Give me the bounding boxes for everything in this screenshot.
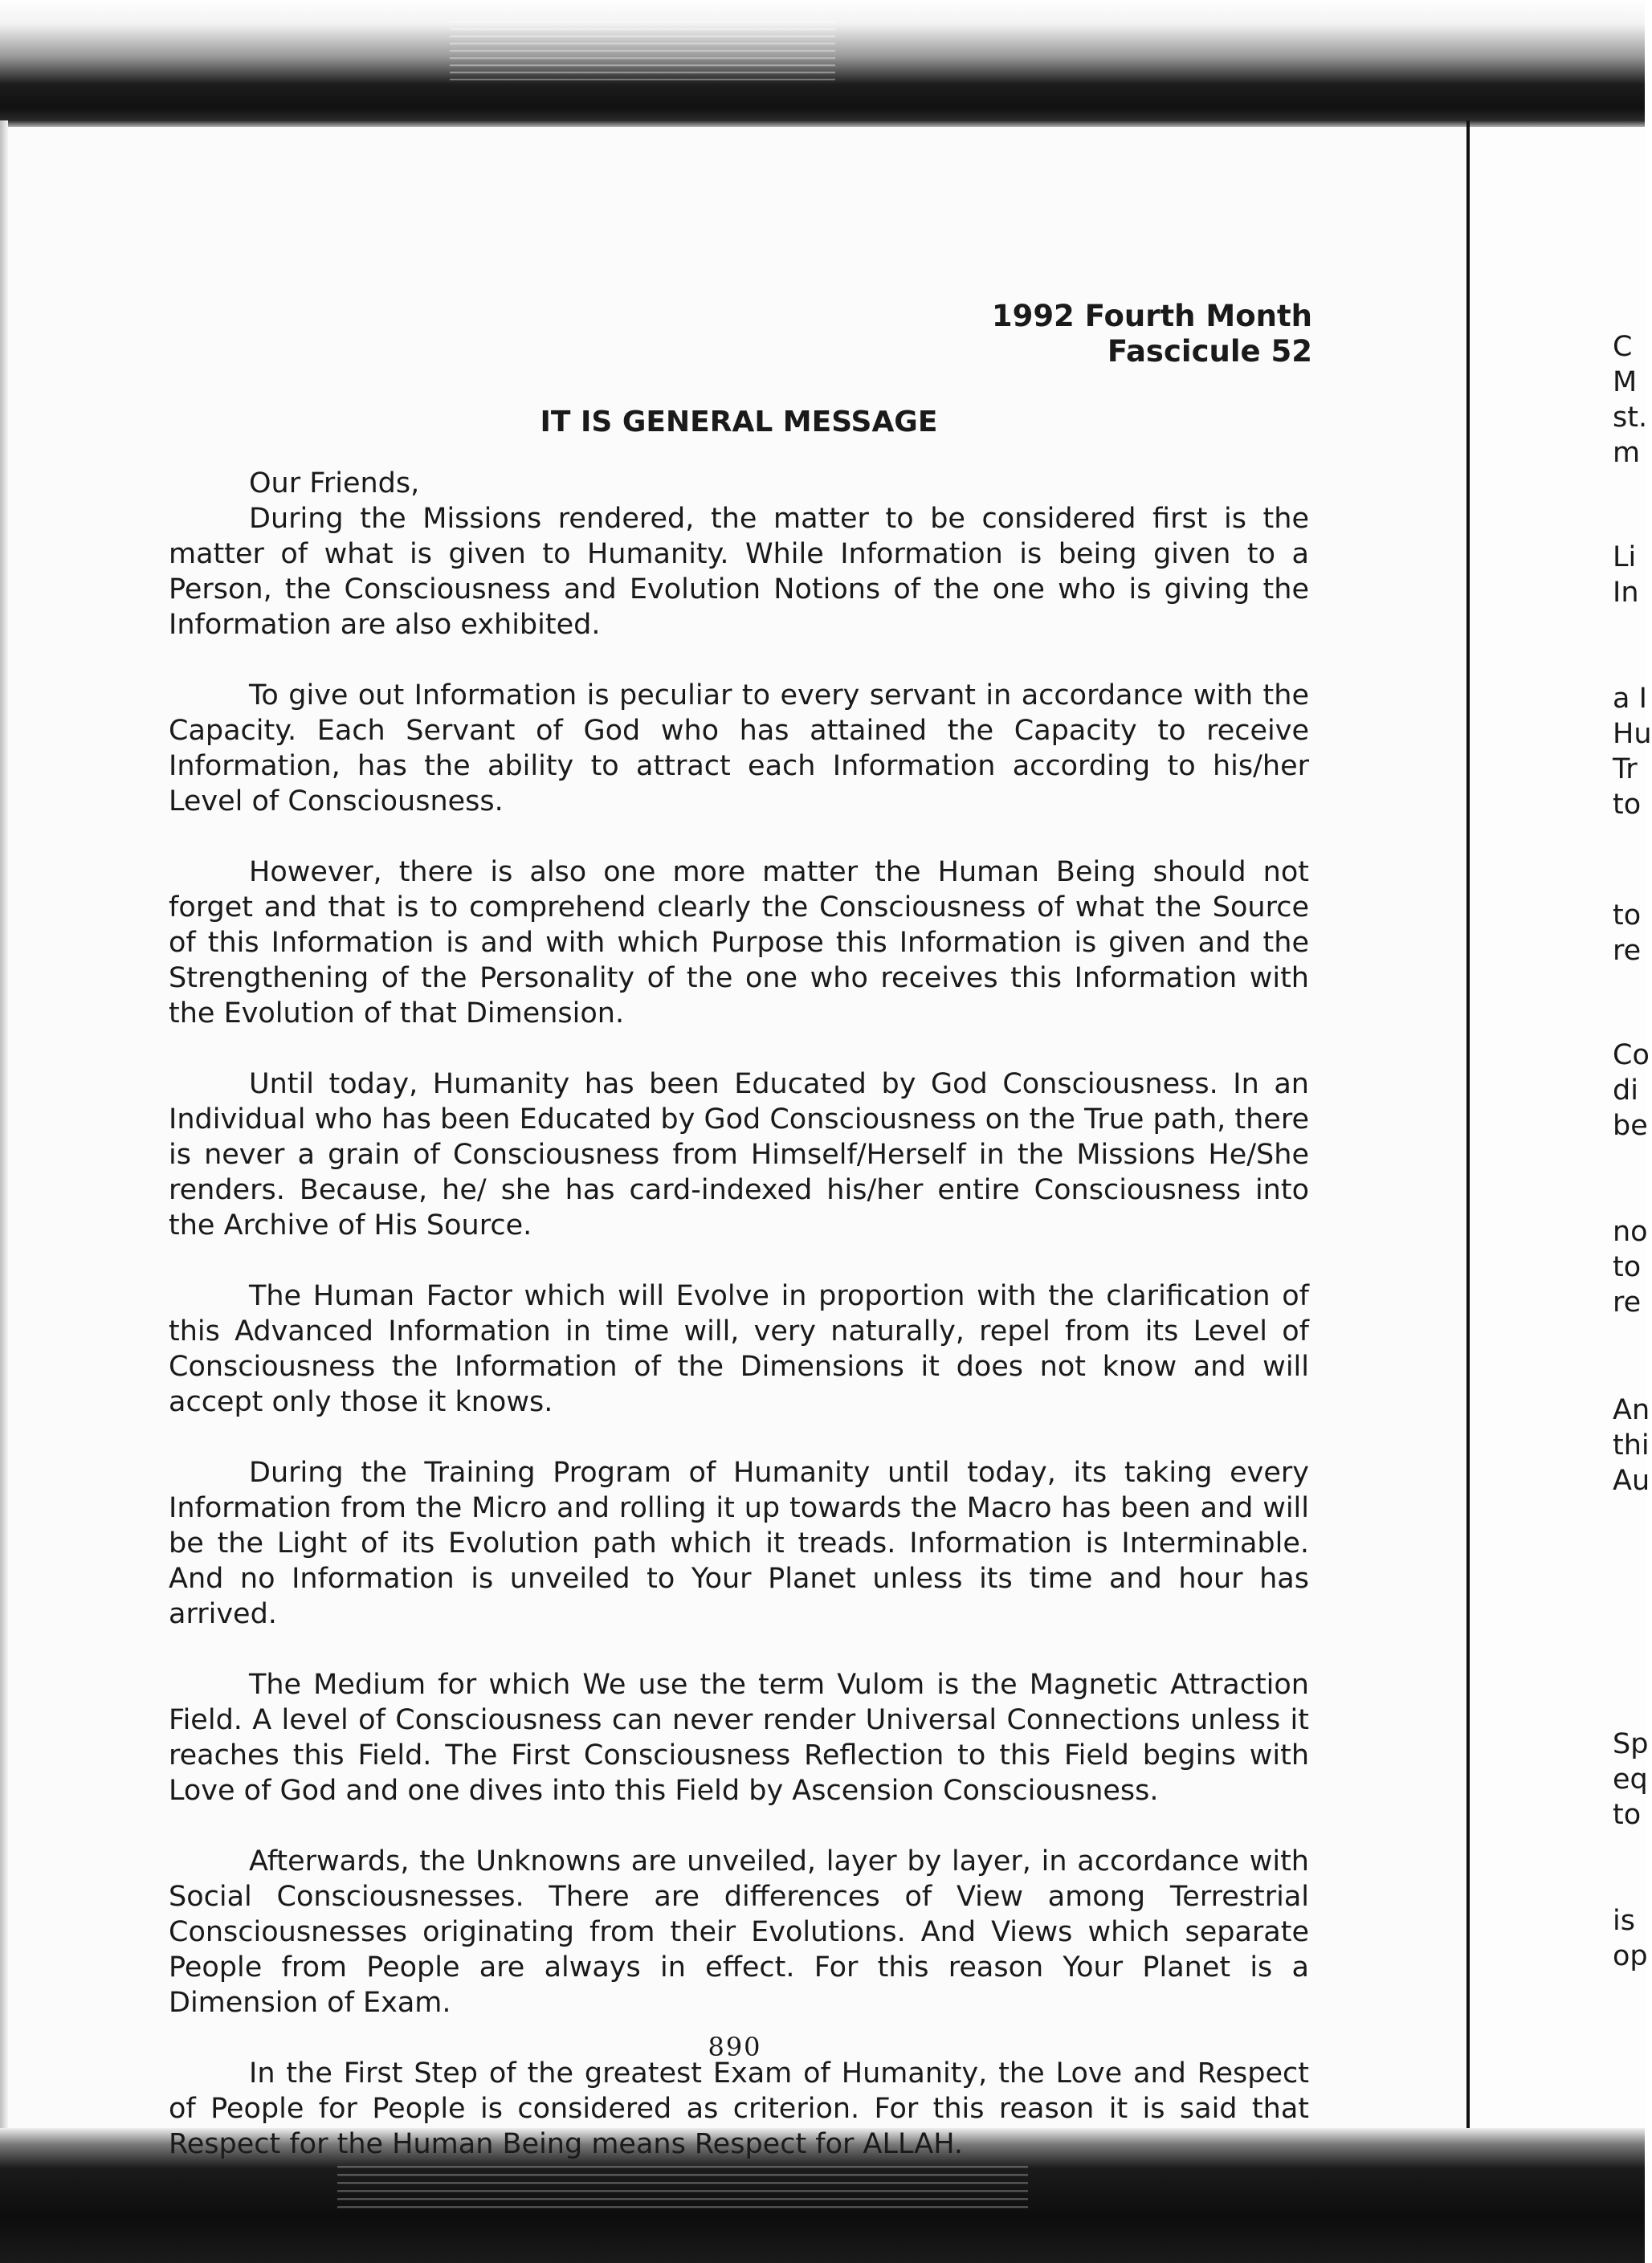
document-title: IT IS GENERAL MESSAGE — [540, 406, 938, 438]
facing-text-fragment: to — [1613, 789, 1642, 821]
facing-text-fragment: op — [1613, 1940, 1648, 1972]
facing-text-fragment: thi — [1613, 1429, 1650, 1462]
paragraph: Until today, Humanity has been Educated by God Consciousness. In an Individual who has been Educated by God Consciousness on the True path, there is never a grain of Consciousness from Himself/Herself in the Missions He/She renders. Because, he/ she has card-indexed his/her entire Consciousness into the Archive of His Source. — [169, 1068, 1309, 1242]
paragraph: The Human Factor which will Evolve in proportion with the clarification of this Advanced Information in time will, very naturally, repel from its Level of Consciousness the Information of the Dimensions it does not know and will accept only those it knows. — [169, 1280, 1309, 1418]
facing-text-fragment: re — [1613, 1286, 1642, 1319]
facing-text-fragment: In — [1613, 577, 1639, 609]
facing-text-fragment: re — [1613, 935, 1642, 967]
facing-text-fragment: is — [1613, 1905, 1635, 1937]
facing-text-fragment: st. — [1613, 402, 1648, 434]
page-left-edge — [0, 120, 8, 2144]
document-header — [992, 299, 1312, 369]
facing-text-fragment: C — [1613, 331, 1633, 363]
facing-text-fragment: Hu — [1613, 718, 1652, 750]
date-line: 1992 Fourth Month — [991, 299, 1312, 333]
facing-text-fragment: Sp — [1613, 1728, 1649, 1760]
book-gutter — [1466, 120, 1470, 2136]
paragraph: To give out Information is peculiar to every servant in accordance with the Capacity. Each Servant of God who has attained the Capacity to receive Information, has the ability to attract each Information according to his/her Level of Consciousness. — [169, 679, 1309, 818]
facing-text-fragment: a I — [1613, 683, 1647, 715]
paragraph: The Medium for which We use the term Vulom is the Magnetic Attraction Field. A level of Consciousness can never render Universal Connections unless it reaches this Field. The First Consciousness Reflection to this Field begins with Love of God and one dives into this Field by Ascension Consciousness. — [169, 1669, 1309, 1807]
scan-top-streaks — [450, 16, 835, 80]
message-body — [169, 466, 1309, 2197]
paragraph: During the Training Program of Humanity until today, its taking every Information from the Micro and rolling it up towards the Macro has been and will be the Light of its Evolution path which it treads. Information is Interminable. And no Information is unveiled to Your Planet unless its time and hour has arrived. — [169, 1457, 1309, 1630]
facing-text-fragment: to — [1613, 1799, 1642, 1831]
page-number: 890 — [708, 2032, 762, 2062]
paragraph: During the Missions rendered, the matter to be considered first is the matter of what is given to Humanity. While Information is being given to a Person, the Consciousness and Evolution Notions of the one who is giving the Information are also exhibited. — [169, 503, 1309, 641]
facing-text-fragment: be — [1613, 1110, 1648, 1142]
facing-text-fragment: An — [1613, 1394, 1650, 1426]
facing-text-fragment: to — [1613, 899, 1642, 932]
facing-text-fragment: Au — [1613, 1465, 1650, 1497]
facing-text-fragment: Tr — [1613, 753, 1638, 785]
facing-text-fragment: to — [1613, 1251, 1642, 1283]
facing-text-fragment: eq — [1613, 1764, 1648, 1796]
paragraph: In the First Step of the greatest Exam of Humanity, the Love and Respect of People for People is considered as criterion. For this reason it is said that Respect for the Human Being means Respect for ALLAH. — [169, 2057, 1309, 2160]
salutation: Our Friends, — [249, 467, 420, 499]
facing-text-fragment: di — [1613, 1074, 1638, 1107]
facing-text-fragment: m — [1613, 437, 1641, 469]
paragraph: Afterwards, the Unknowns are unveiled, layer by layer, in accordance with Social Consciousnesses. There are differences of View among Terrestrial Consciousnesses originating from their Evolutions. And Views which separate People from People are always in effect. For this reason Your Planet is a Dimension of Exam. — [169, 1845, 1309, 2019]
facing-text-fragment: Co — [1613, 1039, 1650, 1071]
paragraph: However, there is also one more matter the Human Being should not forget and that is to comprehend clearly the Consciousness of what the Source of this Information is and with which Purpose this Information is given and the Strengthening of the Personality of the one who receives this Information with the Evolution of that Dimension. — [169, 856, 1309, 1030]
facing-text-fragment: M — [1613, 366, 1638, 398]
facing-text-fragment: no — [1613, 1216, 1648, 1248]
fascicule-label: Fascicule 52 — [1107, 334, 1312, 369]
facing-text-fragment: Li — [1613, 541, 1637, 573]
